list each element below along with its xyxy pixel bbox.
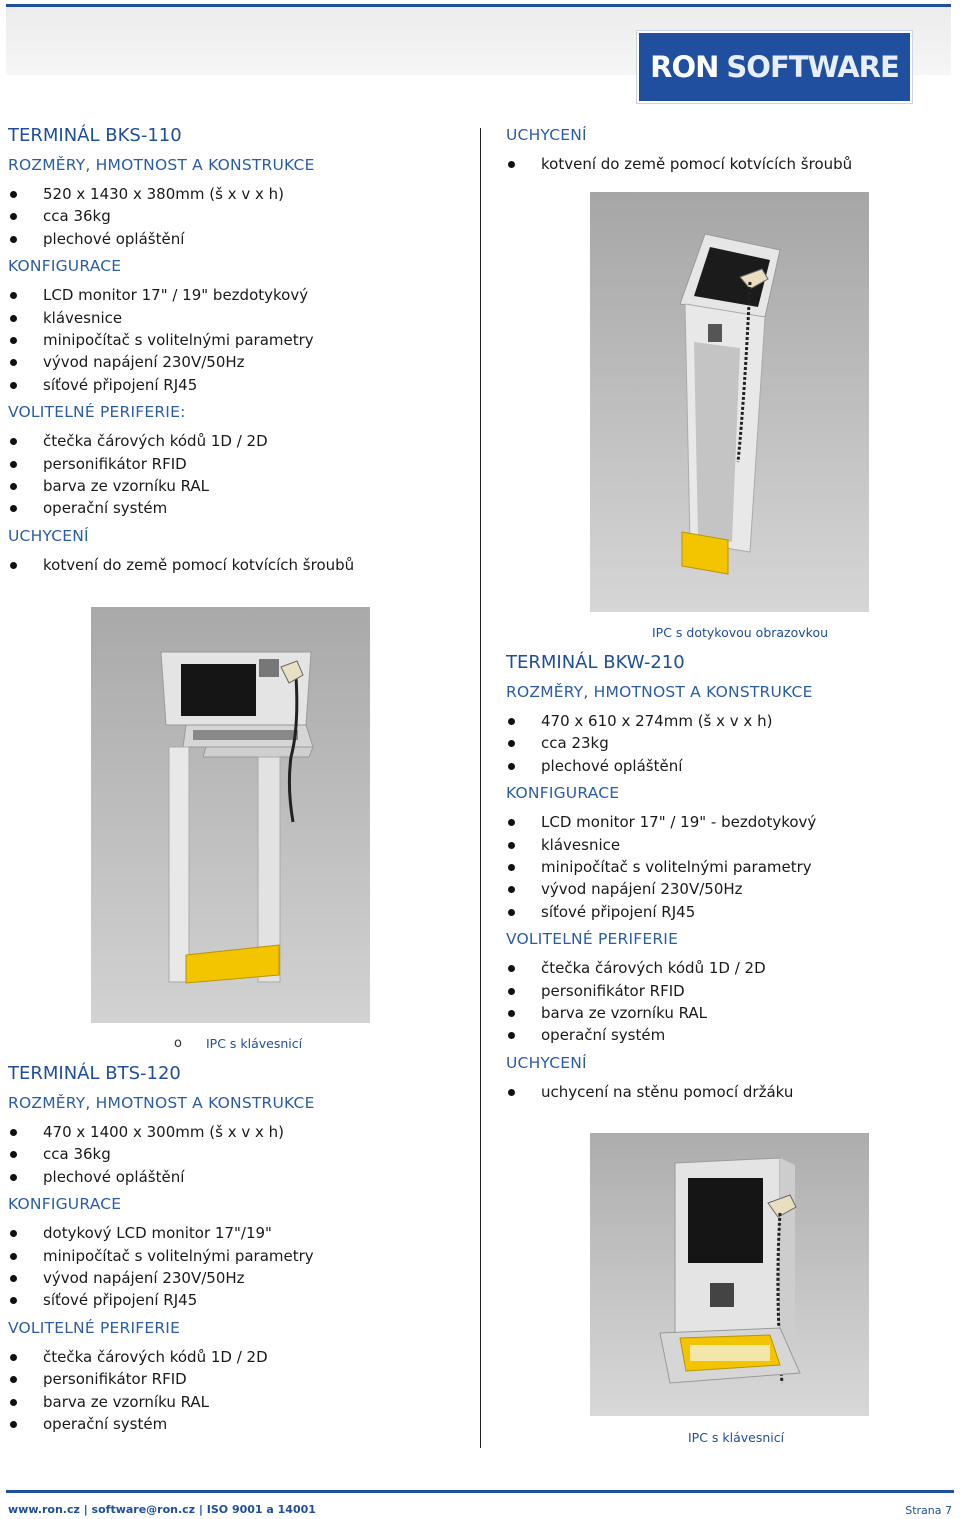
list-item: minipočítač s volitelnými parametry: [506, 856, 946, 878]
optional-heading: VOLITELNÉ PERIFERIE: [8, 1318, 181, 1337]
dims-list: [8, 183, 468, 250]
list-item: kotvení do země pomocí kotvících šroubů: [506, 153, 946, 175]
dims-list: [8, 1121, 468, 1188]
logo-part-ron: RON: [650, 50, 719, 84]
list-item: barva ze vzorníku RAL: [8, 1391, 468, 1413]
config-list: [8, 284, 468, 396]
optional-list: [506, 957, 946, 1047]
optional-list: [8, 430, 468, 520]
optional-list: [8, 1346, 468, 1436]
section-bks-110: [8, 125, 468, 582]
list-item: LCD monitor 17" / 19" bezdotykový: [8, 284, 468, 306]
mount-list: [8, 554, 468, 576]
list-item: minipočítač s volitelnými parametry: [8, 329, 468, 351]
caption-bkw-210: IPC s klávesnicí: [688, 1430, 785, 1445]
list-item: plechové opláštění: [506, 755, 946, 777]
logo-text: [639, 33, 910, 101]
list-item: síťové připojení RJ45: [8, 1289, 468, 1311]
list-item: personifikátor RFID: [8, 1368, 468, 1390]
list-item: 520 x 1430 x 380mm (š x v x h): [8, 183, 468, 205]
list-item: uchycení na stěnu pomocí držáku: [506, 1081, 946, 1103]
mount-heading: UCHYCENÍ: [8, 526, 89, 545]
config-heading: KONFIGURACE: [8, 1195, 122, 1214]
list-item: čtečka čárových kódů 1D / 2D: [8, 430, 468, 452]
dims-heading: ROZMĚRY, HMOTNOST A KONSTRUKCE: [8, 156, 315, 174]
list-item: klávesnice: [8, 307, 468, 329]
photo-bkw-210-wall-terminal: [590, 1133, 869, 1416]
list-item: klávesnice: [506, 834, 946, 856]
config-list: [8, 1222, 468, 1312]
config-heading: KONFIGURACE: [506, 784, 620, 803]
list-item: cca 36kg: [8, 1143, 468, 1165]
config-heading: KONFIGURACE: [8, 257, 122, 276]
photo-bts-120-kiosk: [590, 192, 869, 612]
list-item: 470 x 610 x 274mm (š x v x h): [506, 710, 946, 732]
list-item: cca 36kg: [8, 205, 468, 227]
list-item: cca 23kg: [506, 732, 946, 754]
list-item: vývod napájení 230V/50Hz: [8, 1267, 468, 1289]
section-right-top-mount: [506, 125, 946, 181]
list-item: síťové připojení RJ45: [8, 374, 468, 396]
dims-heading: ROZMĚRY, HMOTNOST A KONSTRUKCE: [8, 1094, 315, 1112]
list-item: plechové opláštění: [8, 1166, 468, 1188]
list-item: kotvení do země pomocí kotvících šroubů: [8, 554, 468, 576]
section-title: TERMINÁL BKW-210: [506, 652, 685, 673]
list-item: dotykový LCD monitor 17"/19": [8, 1222, 468, 1244]
section-bts-120: [8, 1063, 468, 1441]
section-title: TERMINÁL BTS-120: [8, 1063, 181, 1084]
dims-heading: ROZMĚRY, HMOTNOST A KONSTRUKCE: [506, 683, 813, 701]
footer-rule: [6, 1490, 954, 1493]
mount-list: [506, 153, 946, 175]
ron-software-logo: [637, 31, 912, 103]
list-item: plechové opláštění: [8, 228, 468, 250]
list-item: LCD monitor 17" / 19" - bezdotykový: [506, 811, 946, 833]
list-item: vývod napájení 230V/50Hz: [506, 878, 946, 900]
optional-heading: VOLITELNÉ PERIFERIE: [506, 930, 679, 949]
caption-bts-120: IPC s dotykovou obrazovkou: [652, 625, 829, 640]
list-item: 470 x 1400 x 300mm (š x v x h): [8, 1121, 468, 1143]
list-item: personifikátor RFID: [8, 453, 468, 475]
list-item: čtečka čárových kódů 1D / 2D: [8, 1346, 468, 1368]
caption-bks-110: IPC s klávesnicí: [206, 1036, 303, 1051]
page-number: Strana 7: [905, 1504, 952, 1517]
logo-part-software: SOFTWARE: [726, 50, 899, 84]
optional-heading: VOLITELNÉ PERIFERIE:: [8, 403, 186, 422]
list-item: operační systém: [8, 1413, 468, 1435]
photo-bks-110-kiosk: [91, 607, 370, 1023]
column-divider: [480, 128, 481, 1448]
list-item: operační systém: [506, 1024, 946, 1046]
mount-heading: UCHYCENÍ: [506, 1053, 587, 1072]
footer-contact: www.ron.cz | software@ron.cz | ISO 9001 a 14001: [8, 1503, 316, 1516]
dims-list: [506, 710, 946, 777]
list-item: personifikátor RFID: [506, 980, 946, 1002]
mount-list: [506, 1081, 946, 1103]
list-item: barva ze vzorníku RAL: [8, 475, 468, 497]
caption-bullet: o: [174, 1036, 182, 1051]
list-item: operační systém: [8, 497, 468, 519]
list-item: barva ze vzorníku RAL: [506, 1002, 946, 1024]
mount-heading: UCHYCENÍ: [506, 126, 587, 144]
list-item: minipočítač s volitelnými parametry: [8, 1245, 468, 1267]
list-item: čtečka čárových kódů 1D / 2D: [506, 957, 946, 979]
list-item: síťové připojení RJ45: [506, 901, 946, 923]
config-list: [506, 811, 946, 923]
list-item: vývod napájení 230V/50Hz: [8, 351, 468, 373]
section-bkw-210: [506, 652, 946, 1109]
section-title: TERMINÁL BKS-110: [8, 125, 182, 146]
